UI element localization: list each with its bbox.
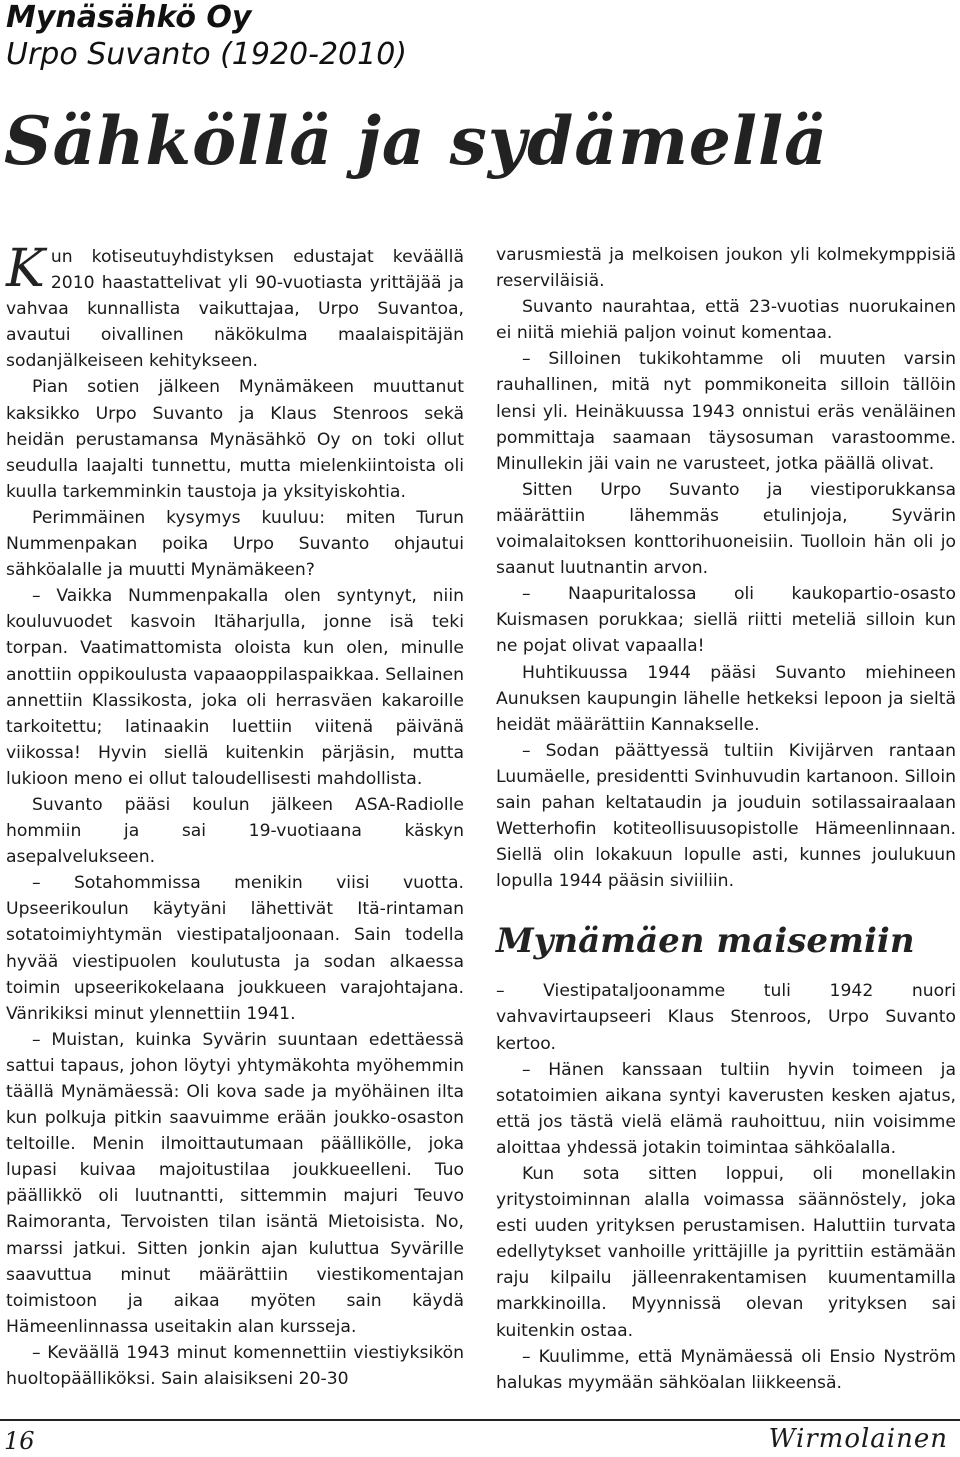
right-column <box>496 242 956 1396</box>
intro-paragraph <box>6 239 464 374</box>
paragraph: Kun sota sitten loppui, oli monellakin yritystoiminnan alalla voimassa säännöstely, joka esti uuden yrityksen perustamisen. Haluttiin turvata edellytykset vanhoille yrittäjille ja pyrittiin estämään raju kilpailu jälleenrakentamisen kuumentamilla markkinoilla. Myynnissä olevan yrityksen sai kuitenkin ostaa. <box>496 1164 956 1341</box>
company-name: Mynäsähkö Oy <box>6 0 252 35</box>
header <box>6 0 407 74</box>
paragraph: Pian sotien jälkeen Mynämäkeen muuttanut kaksikko Urpo Suvanto ja Klaus Stenroos sekä heidän perustamansa Mynäsähkö Oy on toki ollut seudulla laajalti tunnettu, mutta mielenkiintoista oli kuulla tarkemminkin taustoja ja yksityiskohtia. <box>6 377 464 502</box>
paragraph: – Muistan, kuinka Syvärin suuntaan edettäessä sattui tapaus, johon löytyi yhtymäkohta myöhemmin täällä Mynämäessä: Oli kova sade ja myöhäinen ilta kun polkuja pitkin saavuimme erään joukko-osaston teltoille. Menin ilmoittautumaan päällikölle, joka lupasi kuivaa majoitustilaa joukkueelleni. Tuo päällikkö oli luutnantti, sittemmin majuri Teuvo Raimoranta, Tervoisten tilan isäntä Mietoisista. No, marssi jatkui. Sitten jonkin ajan kuluttua Syvärille saavuttua minut määrättiin viestikomentajan toimistoon ja aikaa myöten sain käydä Hämeenlinnassa useitakin alan kursseja. <box>6 1029 464 1337</box>
footer-divider <box>0 1419 960 1421</box>
drop-cap: K <box>6 239 45 299</box>
person-name: Urpo Suvanto (1920-2010) <box>6 37 408 72</box>
magazine-logo: Wirmolainen <box>768 1424 948 1454</box>
paragraph-text: un kotiseutuyhdistyksen edustajat keväällä 2010 haastattelivat yli 90-vuotiasta yrittäjää ja vahvaa kunnallista vaikuttajaa, Urpo Suvantoa, avautui oivallinen näkökulma maalaispitäjän sodanjälkeiseen kehitykseen. <box>6 247 464 372</box>
paragraph: – Naapuritalossa oli kaukopartio-osasto Kuismasen porukkaa; siellä riitti meteliä silloin kun ne pojat olivat vapaalla! <box>496 584 956 657</box>
paragraph: Suvanto pääsi koulun jälkeen ASA-Radiolle hommiin ja sai 19-vuotiaana käskyn asepalvelukseen. <box>6 794 464 868</box>
paragraph: Suvanto naurahtaa, että 23-vuotias nuorukainen ei niitä miehiä paljon voinut komentaa. <box>496 297 956 344</box>
page-number: 16 <box>4 1427 35 1455</box>
paragraph: – Keväällä 1943 minut komennettiin viestiyksikön huoltopäälliköksi. Sain alaisikseni 20-30 <box>6 1342 464 1390</box>
article-title: Sähköllä ja sydämellä <box>4 102 828 180</box>
paragraph: – Silloinen tukikohtamme oli muuten varsin rauhallinen, mitä nyt pommikoneita silloin tällöin lensi yli. Heinäkuussa 1943 onnistui eräs venäläinen pommittaja saamaan täysosuman varastoomme. Minullekin jäi vain ne varusteet, jotka päällä olivat. <box>496 349 956 474</box>
paragraph: Sitten Urpo Suvanto ja viestiporukkansa määrättiin lähemmäs etulinjoja, Syvärin voimalaitoksen konttorihuoneisiin. Tuolloin hän oli jo saanut luutnantin arvon. <box>496 479 956 579</box>
paragraph: Huhtikuussa 1944 pääsi Suvanto miehineen Aunuksen kaupungin lähelle hetkeksi lepoon ja sieltä heidät määrättiin Kannakselle. <box>496 662 956 735</box>
paragraph: – Vaikka Nummenpakalla olen syntynyt, niin kouluvuodet kasvoin Itäharjulla, jonne isä teki torpan. Vaatimattomista oloista kun olen, minulle anottiin oppikoulusta vapaaoppilaspaikkaa. Sellainen annettiin Klassikosta, joka oli herrasväen kakaroille tarkoitettu; latinaakin luettiin viitenä päivänä viikossa! Hyvin siellä kuitenkin pärjäsin, mutta lukioon meno ei ollut taloudellisesti mahdollista. <box>6 586 464 789</box>
paragraph: – Viestipataljoonamme tuli 1942 nuori vahvavirtaupseeri Klaus Stenroos, Urpo Suvanto kertoo. <box>496 981 956 1054</box>
paragraph: – Sodan päättyessä tultiin Kivijärven rantaan Luumäelle, presidentti Svinhuvudin kartanoon. Silloin sain pahan keltataudin ja jouduin sotilassairaalaan Wetterhofin kotiteollisuusopistolle Hämeenlinnaan. Siellä olin lokakuun lopulle asti, kunnes joulukuun lopulla 1944 pääsin siviiliin. <box>496 740 956 892</box>
paragraph: Perimmäinen kysymys kuuluu: miten Turun Nummenpakan poika Urpo Suvanto ohjautui sähköalalle ja muutti Mynämäkeen? <box>6 507 464 581</box>
paragraph: – Hänen kanssaan tultiin hyvin toimeen ja sotatoimien aikana syntyi kaverusten kesken ajatus, että jos tästä vielä elämä rauhoittuu, niin voisimme aloittaa yhdessä jotakin toimintaa sähköalalla. <box>496 1059 956 1158</box>
section-heading: Mynämäen maisemiin <box>496 921 915 962</box>
paragraph: varusmiestä ja melkoisen joukon yli kolmekymppisiä reserviläisiä. <box>496 245 956 292</box>
left-column <box>6 239 464 1392</box>
paragraph: – Kuulimme, että Mynämäessä oli Ensio Nyström halukas myymään sähköalan liikkeensä. <box>496 1346 956 1393</box>
paragraph: – Sotahommissa menikin viisi vuotta. Upseerikoulun käytyäni lähettivät Itä-rintaman sotatoimiyhtymän viestipataljoonaan. Sain todella hyvää viestipuolen koulutusta ja sodan alkaessa toimin upseerikokelaana joukkueen varajohtajana. Vänrikiksi minut ylennettiin 1941. <box>6 873 464 1024</box>
